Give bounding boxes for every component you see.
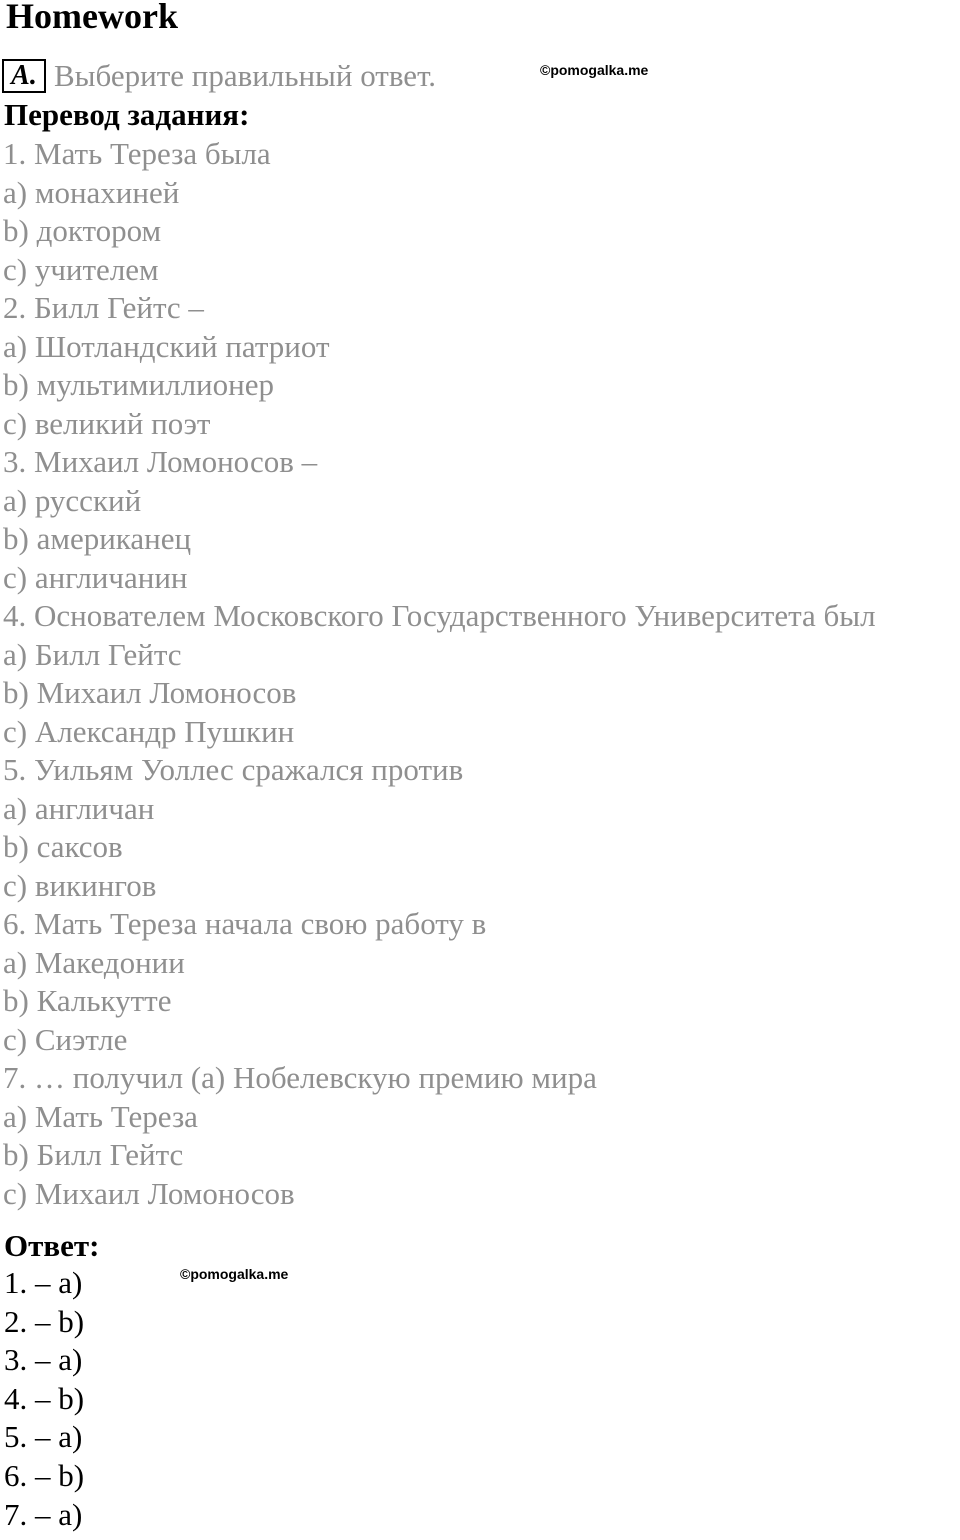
question-line: 1. Мать Тереза была bbox=[3, 136, 271, 171]
option-line: c) учителем bbox=[3, 251, 159, 287]
option-line: c) великий поэт bbox=[3, 405, 211, 441]
option-line: c) Александр Пушкин bbox=[3, 713, 295, 749]
option-line: b) Калькутте bbox=[3, 983, 172, 1018]
task-instruction: Выберите правильный ответ. bbox=[54, 58, 437, 93]
option-line: c) англичанин bbox=[3, 559, 188, 595]
answer-line: 3. – a) bbox=[4, 1342, 83, 1378]
answer-heading: Ответ: bbox=[4, 1228, 100, 1263]
option-line: b) мультимиллионер bbox=[3, 367, 274, 402]
option-line: c) викингов bbox=[3, 867, 157, 903]
option-line: c) Сиэтле bbox=[3, 1021, 128, 1057]
option-line: a) Мать Тереза bbox=[3, 1098, 198, 1134]
watermark-bottom: ©pomogalka.me bbox=[180, 1266, 289, 1282]
page-title: Homework bbox=[6, 0, 178, 36]
question-line: 6. Мать Тереза начала свою работу в bbox=[3, 906, 487, 941]
option-line: a) Македонии bbox=[3, 944, 185, 980]
option-line: a) англичан bbox=[3, 790, 155, 826]
option-line: b) Михаил Ломоносов bbox=[3, 675, 297, 710]
option-line: b) доктором bbox=[3, 213, 162, 248]
question-line: 3. Михаил Ломоносов – bbox=[3, 444, 318, 479]
translation-list bbox=[3, 135, 876, 1213]
translation-heading: Перевод задания: bbox=[4, 97, 250, 132]
task-row bbox=[2, 58, 436, 94]
option-line: a) русский bbox=[3, 482, 142, 518]
option-line: b) саксов bbox=[3, 829, 123, 864]
answer-line: 6. – b) bbox=[4, 1457, 85, 1493]
question-line: 4. Основателем Московского Государственного Университета был bbox=[3, 598, 876, 633]
answer-line: 5. – a) bbox=[4, 1419, 83, 1455]
answer-list bbox=[4, 1264, 84, 1534]
option-line: a) Шотландский патриот bbox=[3, 328, 330, 364]
option-line: b) Билл Гейтс bbox=[3, 1137, 184, 1172]
option-line: a) монахиней bbox=[3, 174, 180, 210]
answer-line: 7. – a) bbox=[4, 1496, 83, 1532]
question-line: 7. … получил (а) Нобелевскую премию мира bbox=[3, 1060, 597, 1095]
question-line: 2. Билл Гейтс – bbox=[3, 290, 204, 325]
option-line: a) Билл Гейтс bbox=[3, 636, 182, 672]
question-line: 5. Уильям Уоллес сражался против bbox=[3, 752, 464, 787]
answer-line: 1. – a) bbox=[4, 1265, 83, 1300]
task-letter-box: A. bbox=[2, 59, 46, 93]
answer-line: 2. – b) bbox=[4, 1303, 85, 1339]
answer-line: 4. – b) bbox=[4, 1380, 85, 1416]
watermark-top: ©pomogalka.me bbox=[540, 62, 649, 78]
option-line: c) Михаил Ломоносов bbox=[3, 1175, 295, 1211]
option-line: b) американец bbox=[3, 521, 192, 556]
